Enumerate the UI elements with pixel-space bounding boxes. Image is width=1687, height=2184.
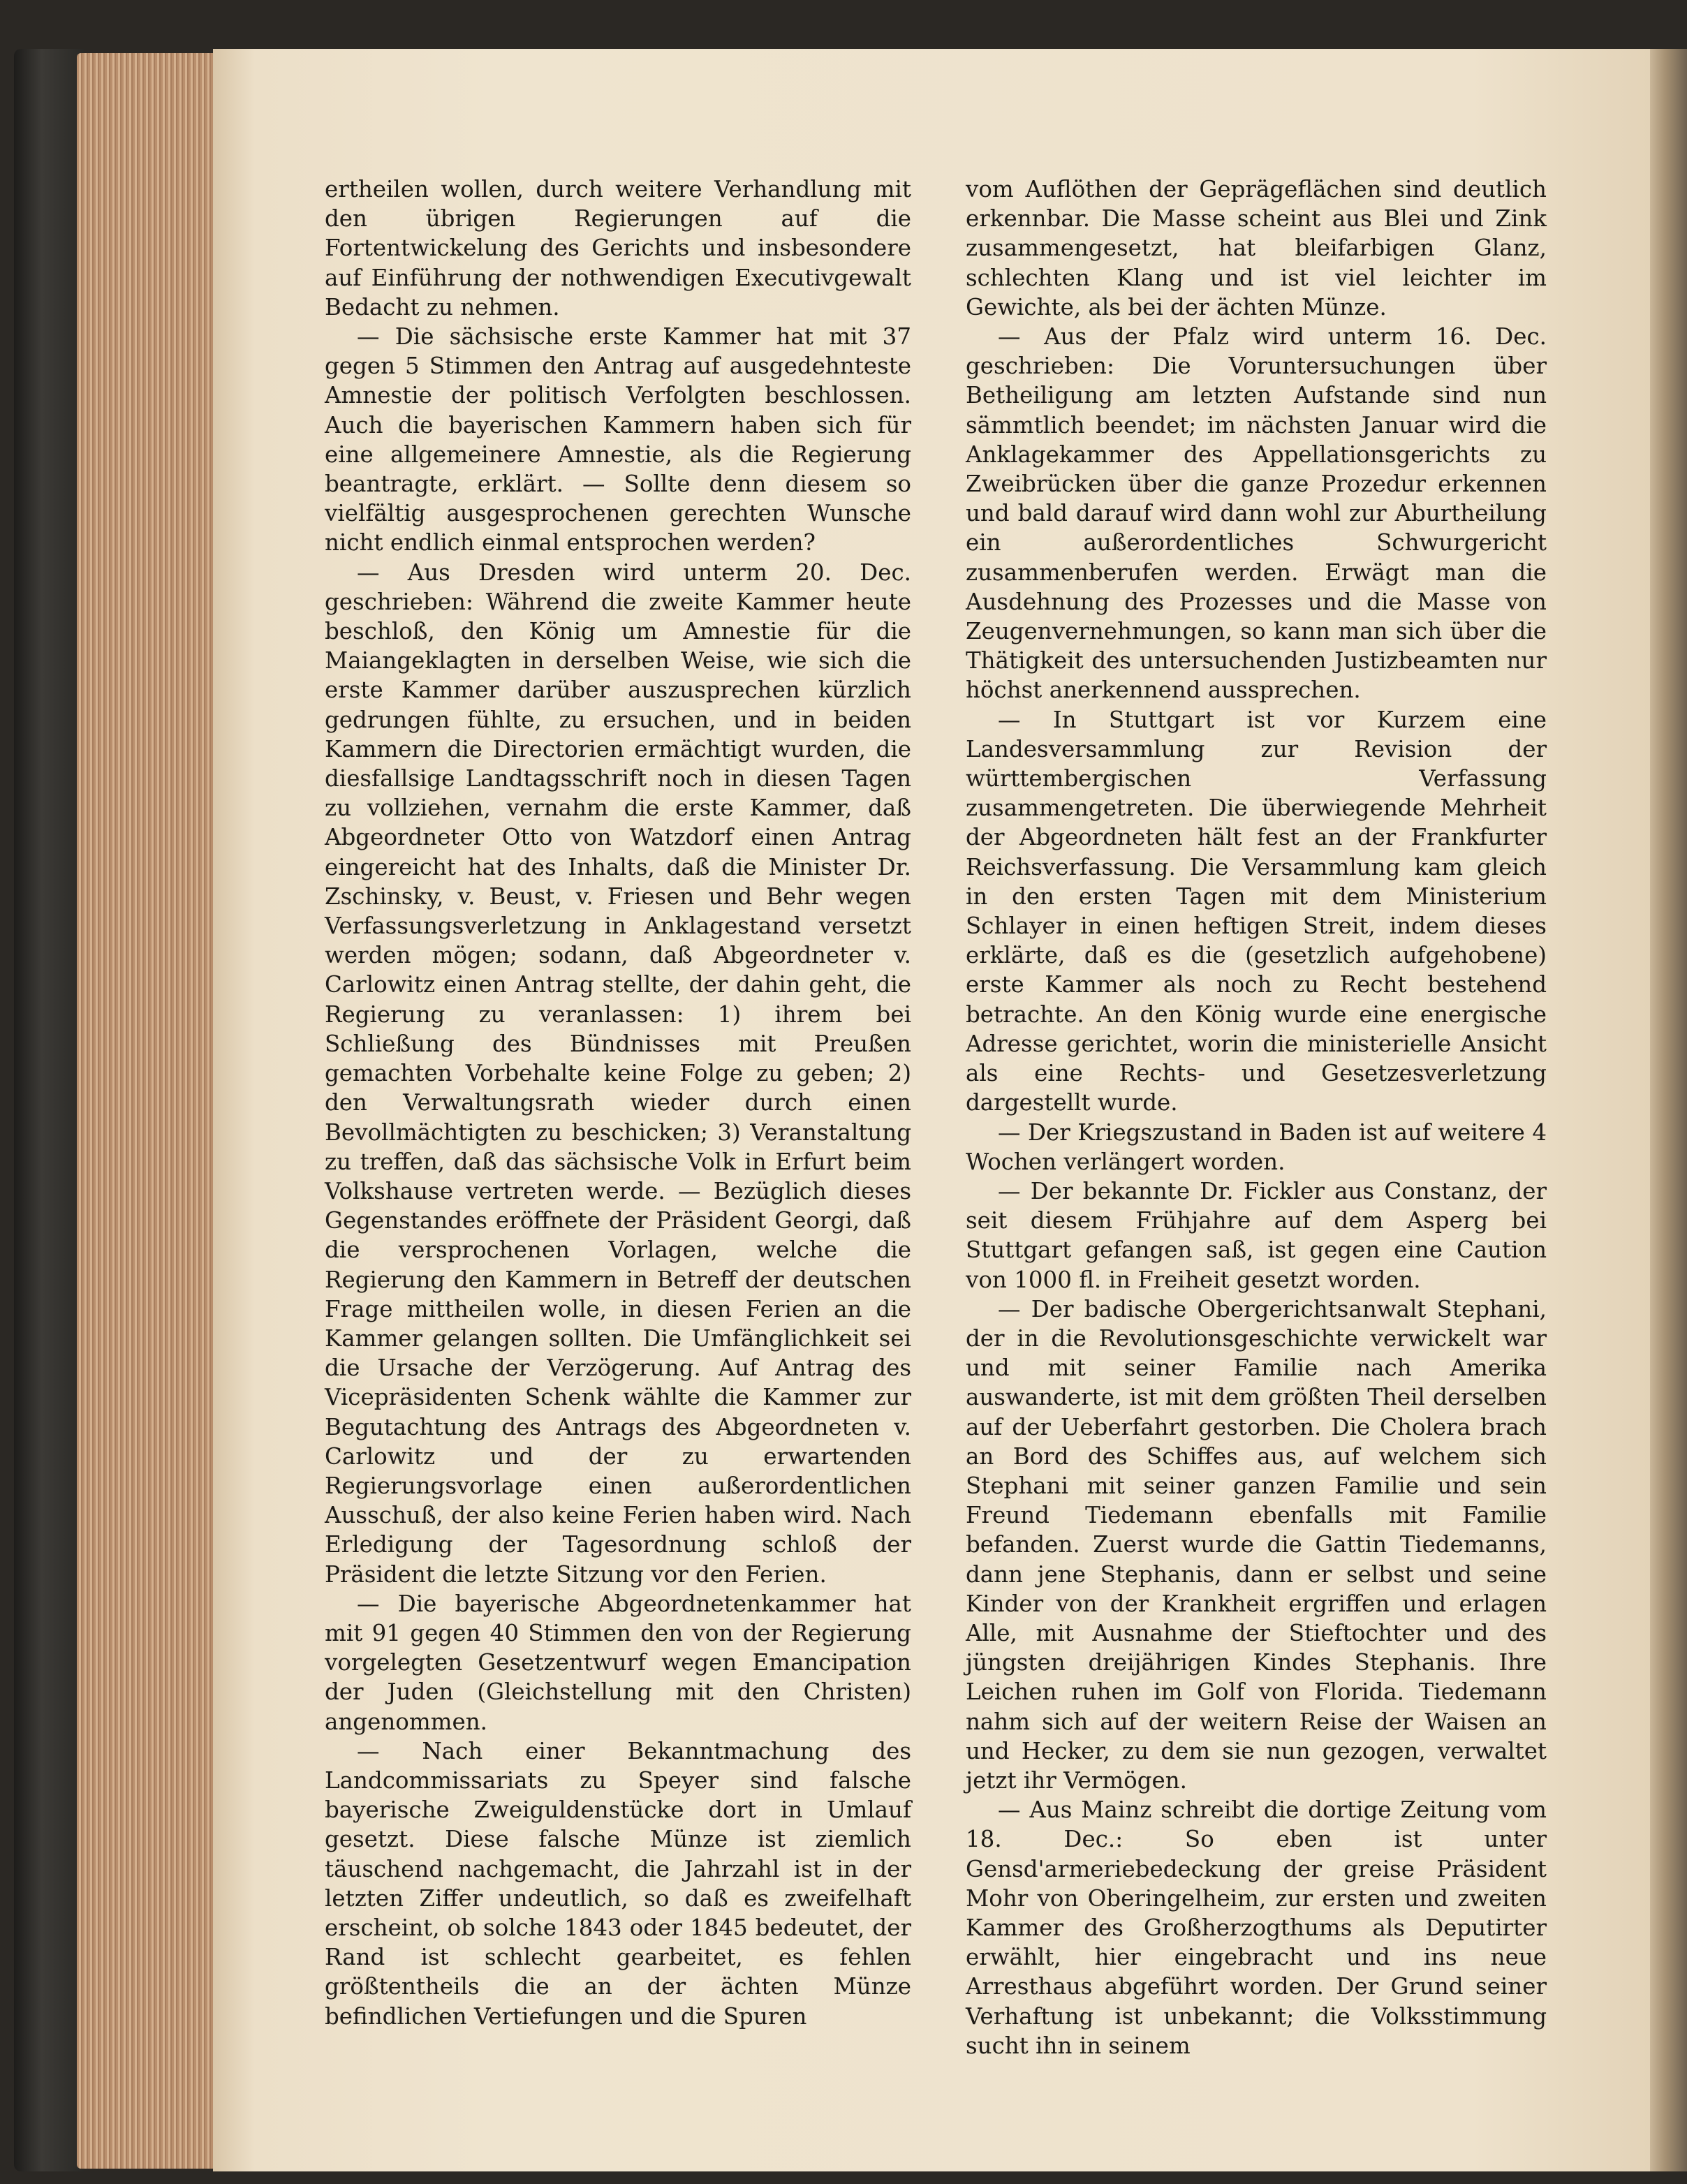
right-text-column xyxy=(966,175,1547,2060)
paragraph: — Aus Mainz schreibt die dortige Zeitung vom 18. Dec.: So eben ist unter Gensd'armeriebedeckung der greise Präsident Mohr von Oberingelheim, zur ersten und zweiten Kammer des Großherzogthums als Deputirter erwählt, hier eingebracht und ins neue Arresthaus abgeführt worden. Der Grund seiner Verhaftung ist unbekannt; die Volksstimmung sucht ihn in seinem xyxy=(966,1796,1547,2059)
page-edges xyxy=(77,53,216,2169)
paragraph: — Die sächsische erste Kammer hat mit 37 gegen 5 Stimmen den Antrag auf ausgedehnteste Amnestie der politisch Verfolgten beschlossen. Auch die bayerischen Kammern haben sich für eine allgemeinere Amnestie, als die Regierung beantragte, erklärt. — Sollte denn diesem so vielfältig ausgesprochenen gerechten Wunsche nicht endlich einmal entsprochen werden? xyxy=(325,323,911,556)
paragraph: — Nach einer Bekanntmachung des Landcommissariats zu Speyer sind falsche bayerische Zweiguldenstücke dort in Umlauf gesetzt. Diese falsche Münze ist ziemlich täuschend nachgemacht, die Jahrzahl ist in der letzten Ziffer undeutlich, so daß es zweifelhaft erscheint, ob solche 1843 oder 1845 bedeutet, der Rand ist schlecht gearbeitet, es fehlen größtentheils die an der ächten Münze befindlichen Vertiefungen und die Spuren xyxy=(325,1737,911,2030)
paragraph: — Der bekannte Dr. Fickler aus Constanz, der seit diesem Frühjahre auf dem Asperg bei Stuttgart gefangen saß, ist gegen eine Caution von 1000 fl. in Freiheit gesetzt worden. xyxy=(966,1177,1547,1293)
paragraph: — Aus der Pfalz wird unterm 16. Dec. geschrieben: Die Voruntersuchungen über Betheiligung am letzten Aufstande sind nun sämmtlich beendet; im nächsten Januar wird die Anklagekammer des Appellationsgerichts zu Zweibrücken über die ganze Prozedur erkennen und bald darauf wird dann wohl zur Aburtheilung ein außerordentliches Schwurgericht zusammenberufen werden. Erwägt man die Ausdehnung des Prozesses und die Masse von Zeugenvernehmungen, so kann man sich über die Thätigkeit des untersuchenden Justizbeamten nur höchst anerkennend aussprechen. xyxy=(966,323,1547,704)
paragraph: — Die bayerische Abgeordnetenkammer hat mit 91 gegen 40 Stimmen den von der Regierung vorgelegten Gesetzentwurf wegen Emancipation der Juden (Gleichstellung mit den Christen) angenommen. xyxy=(325,1590,911,1735)
left-text-column xyxy=(325,175,911,2031)
paragraph: — In Stuttgart ist vor Kurzem eine Landesversammlung zur Revision der württembergischen Verfassung zusammengetreten. Die überwiegende Mehrheit der Abgeordneten hält fest an der Frankfurter Reichsverfassung. Die Versammlung kam gleich in den ersten Tagen mit dem Ministerium Schlayer in einen heftigen Streit, indem dieses erklärte, daß es die (gesetzlich aufgehobene) erste Kammer als noch zu Recht bestehend betrachte. An den König wurde eine energische Adresse gerichtet, worin die ministerielle Ansicht als eine Rechts- und Gesetzesverletzung dargestellt wurde. xyxy=(966,706,1547,1116)
book-gutter xyxy=(1650,49,1687,2171)
paragraph: — Aus Dresden wird unterm 20. Dec. geschrieben: Während die zweite Kammer heute beschloß, den König um Amnestie für die Maiangeklagten in derselben Weise, wie sich die erste Kammer darüber auszusprechen kürzlich gedrungen fühlte, zu ersuchen, und in beiden Kammern die Directorien ermächtigt wurden, die diesfallsige Landtagsschrift noch in diesen Tagen zu vollziehen, vernahm die erste Kammer, daß Abgeordneter Otto von Watzdorf einen Antrag eingereicht hat des Inhalts, daß die Minister Dr. Zschinsky, v. Beust, v. Friesen und Behr wegen Verfassungsverletzung in Anklagestand versetzt werden mögen; sodann, daß Abgeordneter v. Carlowitz einen Antrag stellte, der dahin geht, die Regierung zu veranlassen: 1) ihrem bei Schließung des Bündnisses mit Preußen gemachten Vorbehalte keine Folge zu geben; 2) den Verwaltungsrath wieder durch einen Bevollmächtigten zu beschicken; 3) Veranstaltung zu treffen, daß das sächsische Volk in Erfurt beim Volkshause vertreten werde. — Bezüglich dieses Gegenstandes eröffnete der Präsident Georgi, daß die versprochenen Vorlagen, welche die Regierung den Kammern in Betreff der deutschen Frage mittheilen wolle, in diesen Ferien an die Kammer gelangen sollten. Die Umfänglichkeit sei die Ursache der Verzögerung. Auf Antrag des Vicepräsidenten Schenk wählte die Kammer zur Begutachtung des Antrags des Abgeordneten v. Carlowitz und der zu erwartenden Regierungsvorlage einen außerordentlichen Ausschuß, der also keine Ferien haben wird. Nach Erledigung der Tagesordnung schloß der Präsident die letzte Sitzung vor den Ferien. xyxy=(325,559,911,1588)
paragraph: vom Auflöthen der Geprägeflächen sind deutlich erkennbar. Die Masse scheint aus Blei und Zink zusammengesetzt, hat bleifarbigen Glanz, schlechten Klang und ist viel leichter im Gewichte, als bei der ächten Münze. xyxy=(966,176,1547,320)
paragraph: — Der badische Obergerichtsanwalt Stephani, der in die Revolutionsgeschichte verwickelt war und mit seiner Familie nach Amerika auswanderte, ist mit dem größten Theil derselben auf der Ueberfahrt gestorben. Die Cholera brach an Bord des Schiffes aus, auf welchem sich Stephani mit seiner ganzen Familie und sein Freund Tiedemann ebenfalls mit Familie befanden. Zuerst wurde die Gattin Tiedemanns, dann jene Stephanis, dann er selbst und seine Kinder von der Krankheit ergriffen und erlagen Alle, mit Ausnahme der Stieftochter und des jüngsten dreijährigen Kindes Stephanis. Ihre Leichen ruhen im Golf von Florida. Tiedemann nahm sich auf der weitern Reise der Waisen an und Hecker, zu dem sie nun gezogen, verwaltet jetzt ihr Vermögen. xyxy=(966,1295,1547,1794)
paragraph: ertheilen wollen, durch weitere Verhandlung mit den übrigen Regierungen auf die Fortentwickelung des Gerichts und insbesondere auf Einführung der nothwendigen Executivgewalt Bedacht zu nehmen. xyxy=(325,176,911,320)
paragraph: — Der Kriegszustand in Baden ist auf weitere 4 Wochen verlängert worden. xyxy=(966,1119,1547,1175)
book-cover xyxy=(14,49,84,2171)
